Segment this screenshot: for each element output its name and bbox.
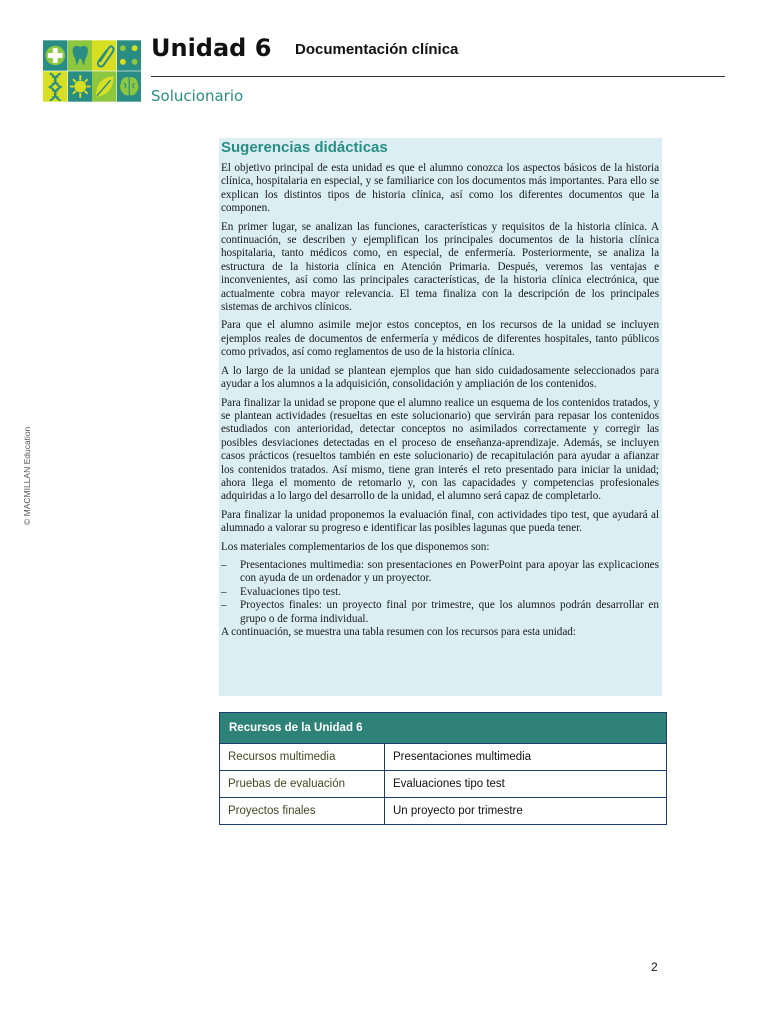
materials-list bbox=[221, 559, 659, 626]
medical-cross-icon bbox=[43, 40, 68, 71]
section-label: Solucionario bbox=[151, 87, 244, 105]
suggestions-title: Sugerencias didácticas bbox=[221, 139, 388, 156]
table-header: Recursos de la Unidad 6 bbox=[220, 713, 667, 744]
table-row bbox=[220, 744, 667, 771]
paragraph: Para finalizar la unidad proponemos la evaluación final, con actividades tipo test, que ayudará al alumnado a valorar su progreso e identificar las posibles lagunas que pueda tener. bbox=[221, 508, 659, 535]
virus-icon bbox=[68, 71, 93, 102]
paragraph: Para que el alumno asimile mejor estos conceptos, en los recursos de la unidad se incluyen ejemplos reales de documentos de enfermería y médicos de diferentes hospitales, tanto públicos como privados, así como reglamentos de uso de la historia clínica. bbox=[221, 319, 659, 359]
header-subject: Documentación clínica bbox=[295, 41, 459, 58]
resources-table bbox=[219, 712, 667, 825]
row-value: Evaluaciones tipo test bbox=[385, 771, 667, 798]
sidebar-credit: © MACMILLAN Education bbox=[22, 426, 32, 525]
pattern-icon bbox=[117, 40, 142, 71]
unit-title: Unidad 6 bbox=[151, 34, 272, 62]
header-divider bbox=[151, 76, 725, 77]
row-label: Pruebas de evaluación bbox=[220, 771, 385, 798]
list-item: – Evaluaciones tipo test. bbox=[221, 586, 659, 599]
list-item: – Proyectos finales: un proyecto final por trimestre, que los alumnos podrán desarrollar en grupo o de forma individual. bbox=[221, 599, 659, 626]
row-value: Presentaciones multimedia bbox=[385, 744, 667, 771]
row-label: Recursos multimedia bbox=[220, 744, 385, 771]
table-header-row bbox=[220, 713, 667, 744]
row-label: Proyectos finales bbox=[220, 798, 385, 825]
paragraph: El objetivo principal de esta unidad es que el alumno conozca los aspectos básicos de la historia clínica, hospitalaria en especial, y se familiarice con los documentos más importantes. Para ello se explican los distintos tipos de historia clínica, así como los diferentes documentos que la componen. bbox=[221, 162, 659, 215]
table-row bbox=[220, 798, 667, 825]
list-item: – Presentaciones multimedia: son presentaciones en PowerPoint para apoyar las explicaciones con ayuda de un ordenador y un proyector. bbox=[221, 559, 659, 586]
paperclip-icon bbox=[92, 40, 117, 71]
closing-paragraph: A continuación, se muestra una tabla resumen con los recursos para esta unidad: bbox=[221, 626, 576, 638]
paragraph: Para finalizar la unidad se propone que el alumno realice un esquema de los contenidos tratados, y se plantean actividades (resueltas en este solucionario) que servirán para repasar los contenidos estudiados con anterioridad, detectar conceptos no asimilados correctamente y corregir las posibles desviaciones detectadas en el proceso de enseñanza-aprendizaje. Además, se incluyen casos prácticos (resueltos también en este solucionario) de recapitulación para ayudar a afianzar los contenidos tratados. Así mismo, tiene gran interés el reto presentado para iniciar la unidad; ahora llega el momento de retomarlo y, con las capacidades y competencias profesionales adquiridas a lo largo del desarrollo de la unidad, el alumno será capaz de completarlo. bbox=[221, 396, 659, 503]
leaf-icon bbox=[92, 71, 117, 102]
dna-icon bbox=[43, 71, 68, 102]
unit-logo bbox=[43, 40, 141, 102]
paragraph: A lo largo de la unidad se plantean ejemplos que han sido cuidadosamente seleccionados para ayudar a los alumnos a la adquisición, consolidación y ampliación de los contenidos. bbox=[221, 364, 659, 391]
paragraph: En primer lugar, se analizan las funciones, características y requisitos de la historia clínica. A continuación, se describen y ejemplifican los principales documentos de la historia clínica hospitalaria, tanto médicos como, en especial, de enfermería. Posteriormente, se analiza la estructura de la historia clínica en Atención Primaria. Después, veremos las ventajas e inconvenientes, así como las principales características, de la historia clínica electrónica, que actualmente cobra mayor relevancia. El tema finaliza con la descripción de los principales sistemas de archivos clínicos. bbox=[221, 220, 659, 314]
brain-icon bbox=[117, 71, 142, 102]
table-row bbox=[220, 771, 667, 798]
tooth-icon bbox=[68, 40, 93, 71]
row-value: Un proyecto por trimestre bbox=[385, 798, 667, 825]
page-number: 2 bbox=[651, 960, 658, 974]
suggestions-box bbox=[219, 138, 662, 696]
paragraph: Los materiales complementarios de los que disponemos son: bbox=[221, 540, 490, 553]
